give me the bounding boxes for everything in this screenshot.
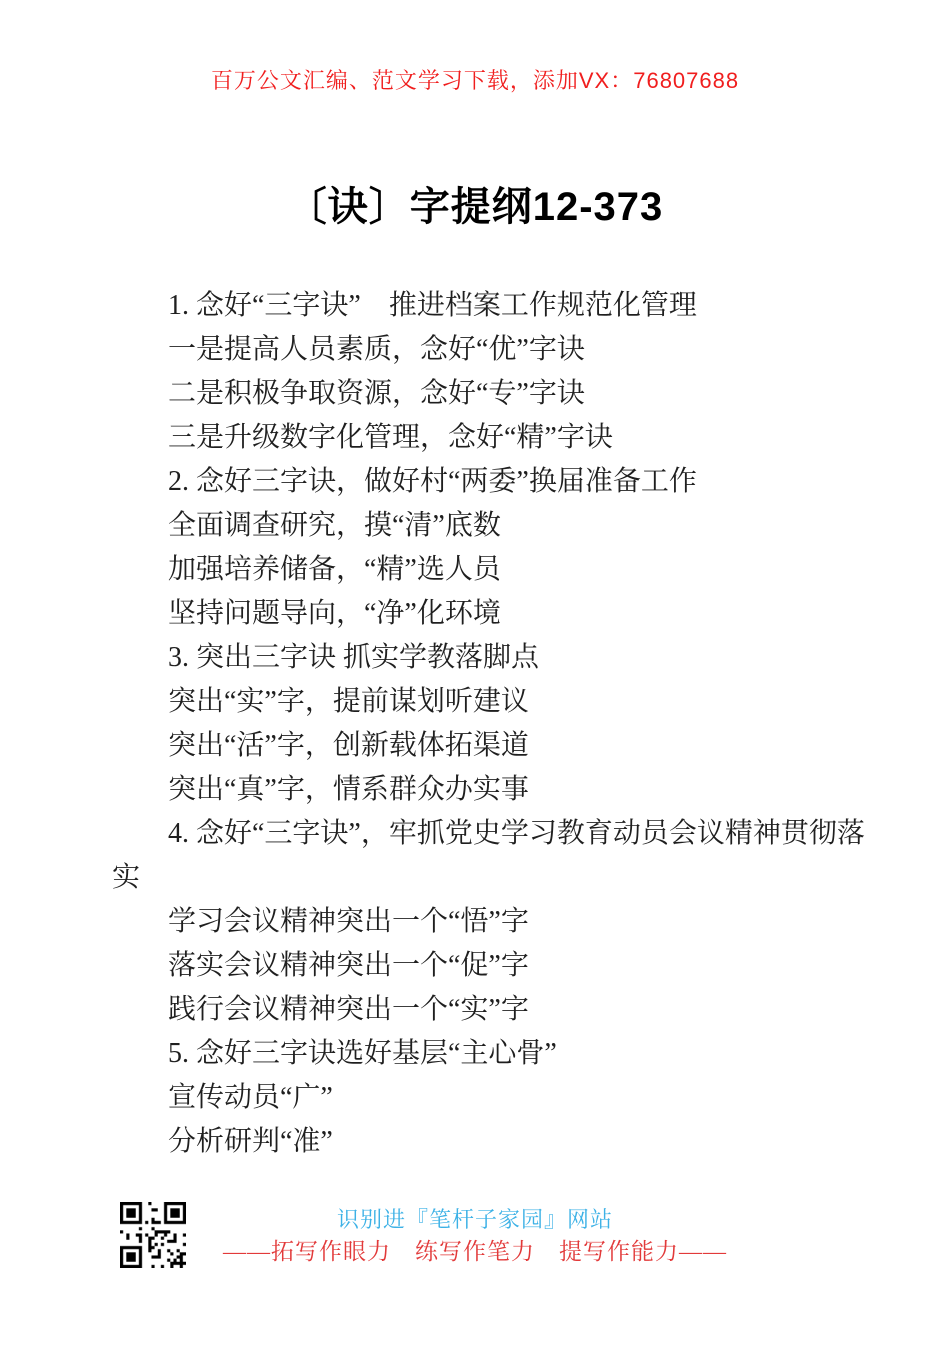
body-line: 一是提高人员素质，念好“优”字诀 bbox=[168, 334, 585, 365]
body-line: 分析研判“准” bbox=[168, 1126, 333, 1157]
body-line: 5. 念好三字诀选好基层“主心骨” bbox=[168, 1038, 557, 1069]
body-line: 3. 突出三字诀 抓实学教落脚点 bbox=[168, 642, 540, 673]
body-line: 2. 念好三字诀，做好村“两委”换届准备工作 bbox=[168, 466, 697, 497]
body-line: 4. 念好“三字诀”，牢抓党史学习教育动员会议精神贯彻落实 bbox=[112, 818, 865, 893]
footer-slogan-line: ——拓写作眼力 练写作笔力 提写作能力—— bbox=[223, 1239, 727, 1264]
body-line: 坚持问题导向，“净”化环境 bbox=[168, 598, 501, 629]
footer-site-line: 识别进『笔杆子家园』网站 bbox=[336, 1207, 613, 1232]
body-line: 三是升级数字化管理，念好“精”字诀 bbox=[168, 422, 613, 453]
page-title: 〔诀〕字提纲12-373 bbox=[286, 185, 664, 229]
body-line: 学习会议精神突出一个“悟”字 bbox=[168, 906, 529, 937]
body-line: 突出“实”字，提前谋划听建议 bbox=[168, 686, 529, 717]
header-promo-text: 百万公文汇编、范文学习下载，添加VX：76807688 bbox=[210, 68, 740, 93]
outline-body bbox=[112, 284, 872, 1164]
body-line: 加强培养储备，“精”选人员 bbox=[168, 554, 501, 585]
footer bbox=[0, 1200, 950, 1290]
qr-code-icon bbox=[120, 1202, 186, 1268]
body-line: 二是积极争取资源，念好“专”字诀 bbox=[168, 378, 585, 409]
body-line: 宣传动员“广” bbox=[168, 1082, 333, 1113]
body-line: 践行会议精神突出一个“实”字 bbox=[168, 994, 529, 1025]
body-line: 突出“活”字，创新载体拓渠道 bbox=[168, 730, 529, 761]
body-line: 落实会议精神突出一个“促”字 bbox=[168, 950, 529, 981]
body-line: 全面调查研究，摸“清”底数 bbox=[168, 510, 501, 541]
body-line: 突出“真”字，情系群众办实事 bbox=[168, 774, 529, 805]
body-line: 1. 念好“三字诀” 推进档案工作规范化管理 bbox=[168, 290, 697, 321]
